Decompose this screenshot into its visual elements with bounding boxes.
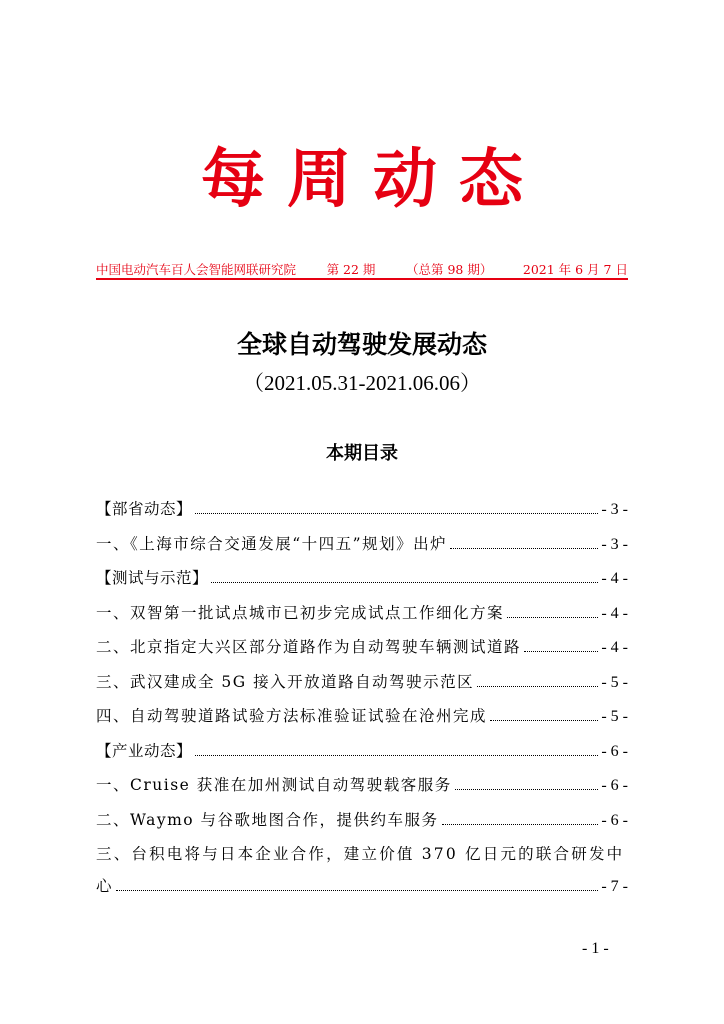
- dot-leader: [195, 513, 598, 514]
- toc-entry-label: 一、《上海市综合交通发展“十四五”规划》出炉: [96, 534, 448, 553]
- page-number: - 1 -: [582, 940, 609, 957]
- toc-entry-page: - 7 -: [601, 878, 628, 895]
- toc-entry-label-continuation: 心: [96, 877, 114, 895]
- toc-entry[interactable]: [96, 807, 628, 842]
- toc-entry-page: - 6 -: [601, 811, 628, 829]
- dot-leader: [490, 720, 598, 721]
- issuing-organization: 中国电动汽车百人会智能网联研究院: [96, 262, 297, 277]
- table-of-contents: [96, 496, 628, 908]
- toc-entry[interactable]: [96, 496, 628, 531]
- toc-entry-page: - 5 -: [601, 673, 628, 691]
- toc-entry-page: - 3 -: [601, 535, 628, 553]
- masthead-title: 每周动态: [201, 142, 545, 217]
- toc-entry-page: - 6 -: [601, 777, 628, 794]
- total-issue-number: （总第 98 期）: [405, 262, 493, 277]
- issue-date: 2021 年 6 月 7 日: [522, 262, 628, 277]
- toc-entry-label: 【测试与示范】: [96, 569, 209, 587]
- header-divider: [96, 278, 628, 280]
- issue-number: 第 22 期: [326, 262, 376, 277]
- toc-entry-continuation[interactable]: [96, 873, 628, 908]
- toc-entry[interactable]: [96, 634, 628, 669]
- toc-entry-label: 一、双智第一批试点城市已初步完成试点工作细化方案: [96, 603, 505, 622]
- toc-heading: 本期目录: [326, 443, 398, 464]
- toc-entry-label: 四、自动驾驶道路试验方法标准验证试验在沧州完成: [96, 707, 488, 725]
- issue-info-bar: [96, 260, 628, 278]
- toc-entry[interactable]: [96, 738, 628, 773]
- toc-entry-label: 二、Waymo 与谷歌地图合作，提供约车服务: [96, 810, 439, 829]
- toc-entry[interactable]: [96, 531, 628, 566]
- toc-entry-label: 【产业动态】: [96, 741, 193, 760]
- toc-entry[interactable]: [96, 841, 628, 873]
- document-date-range: （2021.05.31-2021.06.06）: [243, 371, 481, 395]
- dot-leader: [116, 890, 598, 891]
- toc-entry-label: 一、Cruise 获准在加州测试自动驾驶载客服务: [96, 776, 452, 794]
- toc-entry[interactable]: [96, 600, 628, 635]
- toc-entry-page: - 4 -: [601, 570, 628, 587]
- toc-entry-label: 二、北京指定大兴区部分道路作为自动驾驶车辆测试道路: [96, 638, 522, 656]
- dot-leader: [450, 548, 598, 549]
- dot-leader: [442, 824, 599, 825]
- toc-entry-page: - 4 -: [601, 604, 628, 622]
- toc-entry-label: 三、武汉建成全 5G 接入开放道路自动驾驶示范区: [96, 672, 475, 691]
- toc-entry-page: - 6 -: [601, 742, 628, 760]
- toc-entry-label: 【部省动态】: [96, 500, 193, 518]
- toc-entry[interactable]: [96, 669, 628, 704]
- dot-leader: [477, 686, 598, 687]
- toc-entry-page: - 5 -: [601, 708, 628, 725]
- dot-leader: [211, 582, 598, 583]
- document-title: 全球自动驾驶发展动态: [236, 330, 487, 359]
- dot-leader: [507, 617, 598, 618]
- toc-entry[interactable]: [96, 703, 628, 738]
- toc-entry-page: - 3 -: [601, 501, 628, 518]
- dot-leader: [524, 651, 598, 652]
- toc-entry[interactable]: [96, 772, 628, 807]
- toc-entry[interactable]: [96, 565, 628, 600]
- toc-entry-page: - 4 -: [601, 639, 628, 656]
- dot-leader: [195, 755, 598, 756]
- dot-leader: [455, 789, 599, 790]
- toc-entry-label: 三、台积电将与日本企业合作，建立价值 370 亿日元的联合研发中: [96, 845, 625, 863]
